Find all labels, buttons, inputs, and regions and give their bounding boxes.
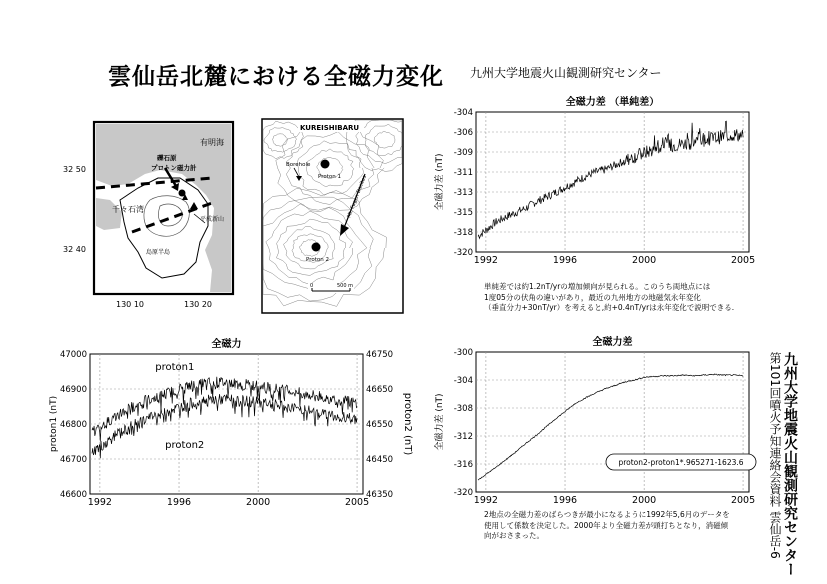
y-tick-label: -313: [453, 188, 473, 198]
y-tick-label: -309: [453, 148, 473, 158]
y-tick-label: 46600: [59, 490, 87, 500]
x-tick-label: 2000: [632, 255, 657, 266]
lat-label: 32 50: [63, 165, 86, 174]
chart-difference: [433, 335, 756, 506]
label-heisei: 平成新山: [200, 216, 225, 223]
label-borehole: Borehole: [286, 162, 311, 168]
lon-label: 130 10: [116, 300, 144, 309]
note-top: [484, 282, 734, 314]
plot-area: [476, 352, 749, 492]
chart-total-field: [49, 337, 413, 508]
lon-label: 130 20: [184, 300, 212, 309]
label-proton1: Proton 1: [318, 174, 341, 180]
side-caption: [767, 352, 797, 576]
label-chijiwa: 千々石湾: [112, 205, 144, 214]
series-label: proton1: [155, 362, 195, 373]
label-shimabara: 島原半島: [146, 249, 171, 256]
topo-map: [262, 119, 403, 313]
scale-label: 500 m: [337, 283, 354, 289]
annotation-text: proton2-proton1*.965271-1623.6: [618, 458, 744, 467]
x-tick-label: 1992: [473, 255, 498, 266]
note-line: 単純差では約1.2nT/yrの増加傾向が見られる。このうち両地点には: [484, 282, 711, 291]
y-tick-label: 47000: [59, 350, 87, 360]
x-tick-label: 1996: [166, 497, 192, 508]
series-label: proton2: [165, 440, 205, 451]
x-tick-label: 2005: [730, 255, 756, 266]
chart-title: 全磁力: [211, 339, 242, 350]
x-tick-label: 1992: [473, 495, 498, 506]
y2-tick-label: 46450: [366, 455, 394, 465]
page-title: 雲仙岳北麓における全磁力変化: [108, 64, 444, 90]
label-ariake: 有明海: [200, 138, 224, 147]
plot-area: [476, 112, 749, 252]
label-proton-magnetometer: プロトン磁力計: [151, 164, 197, 172]
note-line: 使用して係数を決定した。2000年より全磁力差が頭打ちとなり，消磁傾: [484, 520, 729, 530]
y2-tick-label: 46650: [366, 385, 394, 395]
chart-title: 全磁力差: [592, 337, 633, 348]
y-tick-label: 46800: [59, 420, 87, 430]
y2-tick-label: 46350: [366, 490, 394, 500]
y-axis-label: proton1 (nT): [49, 395, 59, 453]
y-tick-label: -306: [453, 128, 473, 138]
x-tick-label: 1996: [552, 495, 578, 506]
chart-simple-difference: [433, 95, 755, 266]
y2-axis-label: proton2 (nT): [402, 392, 413, 456]
y-tick-label: -320: [453, 488, 473, 498]
scale-zero: 0: [310, 283, 314, 289]
x-tick-label: 2005: [730, 495, 756, 506]
y-tick-label: -311: [453, 168, 473, 178]
note-line: （垂直分力+30nT/yr）を考えると,約+0.4nT/yrは永年変化で説明できる.: [484, 303, 735, 312]
y-tick-label: -315: [453, 208, 473, 218]
y2-tick-label: 46550: [366, 420, 394, 430]
x-tick-label: 2005: [344, 497, 370, 508]
proton2-marker: [312, 243, 321, 252]
side-caption-org: 九州大学地震火山観測研究センター: [782, 352, 798, 576]
institution-name: 九州大学地震火山観測研究センター: [470, 66, 662, 80]
y-tick-label: -318: [453, 228, 473, 238]
y-tick-label: -312: [453, 432, 473, 442]
note-line: 向がおさまった。: [484, 531, 544, 540]
y2-tick-label: 46750: [366, 350, 394, 360]
note-line: 1度05分の伏角の違いがあり，最近の九州地方の地磁気永年変化: [484, 292, 701, 302]
island-map: [63, 122, 233, 309]
note-line: 2地点の全磁力差のばらつきが最小になるように1992年5,6月のデータを: [484, 510, 730, 519]
x-tick-label: 2000: [246, 497, 271, 508]
label-kureishibaru: 礫石原: [157, 154, 177, 162]
x-tick-label: 1996: [552, 255, 578, 266]
y-tick-label: -300: [453, 348, 473, 358]
y-tick-label: -320: [453, 248, 473, 258]
y-tick-label: -304: [453, 108, 473, 118]
chart-title: 全磁力差 （単純差）: [565, 97, 660, 108]
note-bottom: [484, 510, 730, 542]
lat-label: 32 40: [63, 245, 86, 254]
x-tick-label: 1992: [87, 497, 112, 508]
y-tick-label: 46900: [59, 385, 87, 395]
side-caption-ref: 雲仙岳-6: [768, 510, 782, 559]
label-proton2: Proton 2: [306, 257, 329, 263]
y-axis-label: 全磁力差 (nT): [435, 393, 445, 451]
y-axis-label: 全磁力差 (nT): [435, 153, 445, 211]
y-tick-label: -308: [453, 404, 473, 414]
proton1-marker: [321, 160, 330, 169]
x-tick-label: 2000: [632, 495, 657, 506]
label-fugen-dacites: Mt. Fugen Dacites: [346, 174, 368, 219]
y-tick-label: 46700: [59, 455, 87, 465]
side-caption-meeting: 第101回噴火予知連絡会資料: [768, 352, 782, 507]
y-tick-label: -316: [453, 460, 473, 470]
y-tick-label: -304: [453, 376, 473, 386]
label-kureishibaru-en: KUREISHIBARU: [300, 124, 360, 132]
